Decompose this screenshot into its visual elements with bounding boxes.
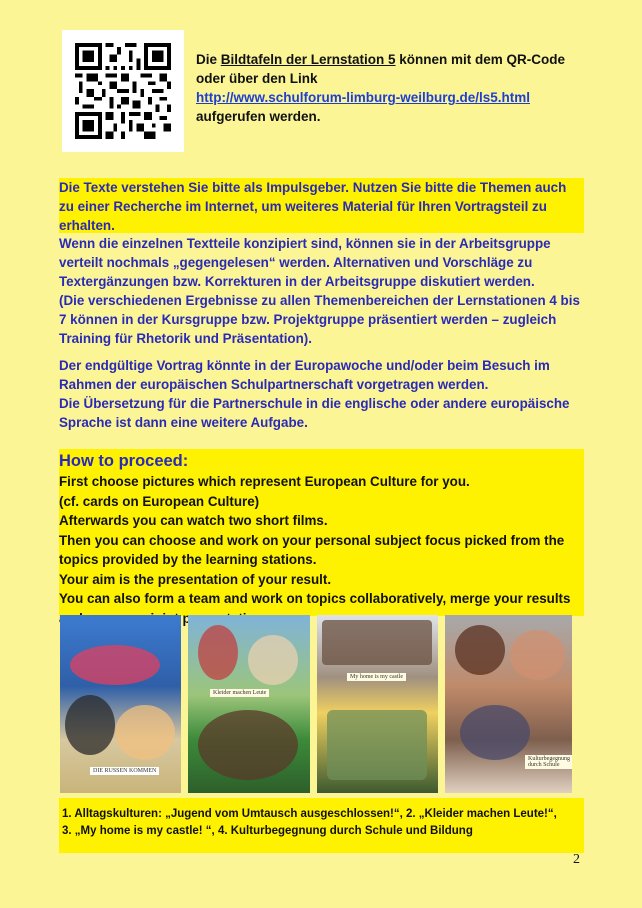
proceed-line: You can also form a team and work on topics collaboratively, merge your results xyxy=(59,591,571,606)
german-paragraph-group-2 xyxy=(59,356,584,432)
german-p3: (Die verschiedenen Ergebnisse zu allen Themenbereichen der Lernstationen 4 bis 7 können in der Kursgruppe bzw. Projektgruppe präsentiert werden – zugleich Training für Rhetorik und Präsentation). xyxy=(59,293,580,346)
photo-my-home xyxy=(317,615,438,793)
how-to-proceed-body xyxy=(59,472,584,628)
photo3-caption: My home is my castle xyxy=(347,673,406,681)
how-to-proceed-title: How to proceed: xyxy=(59,452,189,470)
photo-captions xyxy=(62,806,582,840)
intro-line2: oder über den Link xyxy=(196,71,318,86)
german-paragraph-1 xyxy=(59,178,584,233)
photo1-caption: DIE RUSSEN KOMMEN xyxy=(90,767,159,775)
proceed-line: Afterwards you can watch two short films. xyxy=(59,513,328,528)
caption-line-2: 3. „My home is my castle! “, 4. Kulturbegegnung durch Schule und Bildung xyxy=(62,825,473,837)
how-to-proceed-section xyxy=(59,449,584,616)
ls5-link[interactable]: http://www.schulforum-limburg-weilburg.de/ls5.html xyxy=(196,90,530,105)
photo2-caption: Kleider machen Leute xyxy=(210,689,269,697)
intro-line1-suffix: können mit dem QR-Code xyxy=(395,52,566,67)
intro-line1-prefix: Die xyxy=(196,52,221,67)
intro-text xyxy=(196,50,586,126)
german-p4: Der endgültige Vortrag könnte in der Europawoche und/oder beim Besuch im Rahmen der europäischen Schulpartnerschaft vorgetragen werden. xyxy=(59,358,550,392)
proceed-line: First choose pictures which represent European Culture for you. xyxy=(59,474,470,489)
caption-line-1: 1. Alltagskulturen: „Jugend vom Umtausch ausgeschlossen!“, 2. „Kleider machen Leute!“, xyxy=(62,808,557,820)
german-p1: Die Texte verstehen Sie bitte als Impulsgeber. Nutzen Sie bitte die Themen auch zu einer Recherche im Internet, um weiteres Material für Ihren Vortragsteil zu erhalten. xyxy=(59,180,567,233)
intro-line4: aufgerufen werden. xyxy=(196,109,321,124)
photo-alltagskulturen xyxy=(60,615,181,793)
page-number: 2 xyxy=(573,852,580,867)
photo-kulturbegegnung xyxy=(445,615,572,793)
proceed-line: (cf. cards on European Culture) xyxy=(59,493,260,509)
german-p2: Wenn die einzelnen Textteile konzipiert sind, können sie in der Arbeitsgruppe verteilt nochmals „gegengelesen“ werden. Alternativen und Vorschläge zu Textergänzungen bzw. Korrekturen in der Arbeitsgruppe diskutiert werden. xyxy=(59,236,551,289)
bildtafeln-label: Bildtafeln der Lernstation 5 xyxy=(220,52,396,67)
qr-code-icon xyxy=(75,43,171,139)
proceed-line: Your aim is the presentation of your result. xyxy=(59,571,332,587)
photo-strip xyxy=(59,615,573,793)
photo-kleider-machen-leute xyxy=(188,615,310,793)
qr-code[interactable] xyxy=(62,30,184,152)
german-paragraph-group xyxy=(59,234,584,348)
photo4-caption: Kulturbegegnung durch Schule xyxy=(525,755,572,769)
german-p5: Die Übersetzung für die Partnerschule in die englische oder andere europäische Sprache ist dann eine weitere Aufgabe. xyxy=(59,396,570,430)
proceed-line: Then you can choose and work on your personal subject focus picked from the topics provided by the learning stations. xyxy=(59,532,565,567)
